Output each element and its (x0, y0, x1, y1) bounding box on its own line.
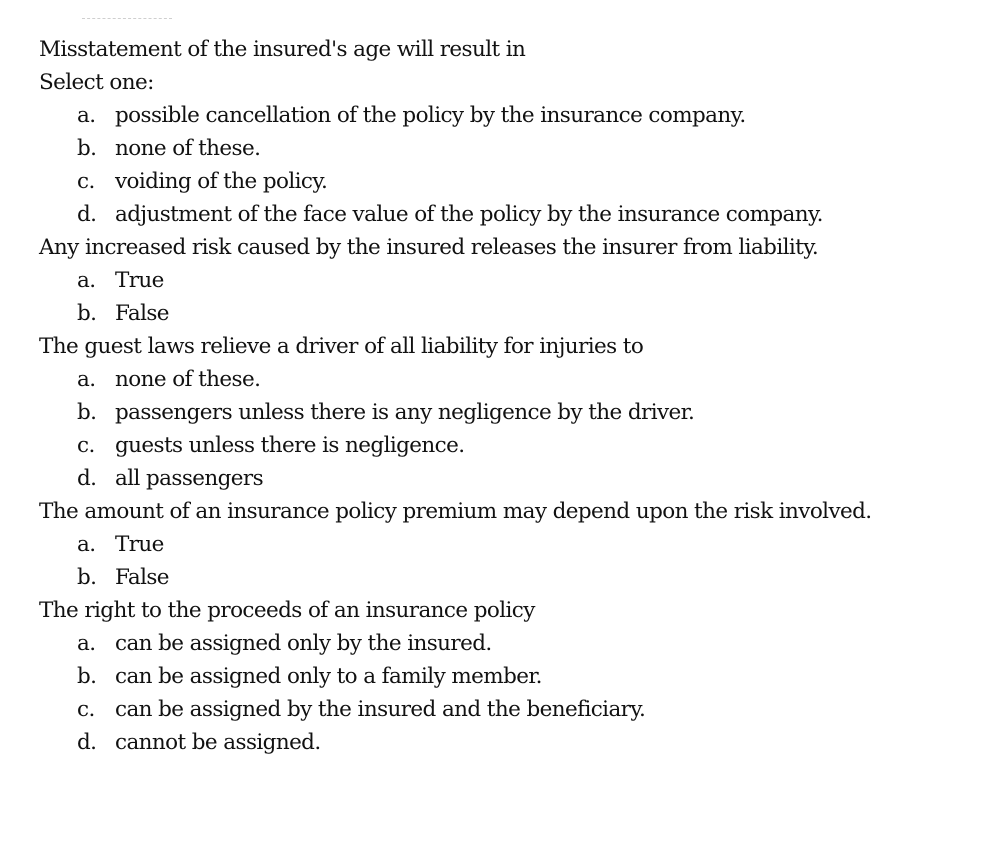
question-1-option-c[interactable] (39, 165, 965, 198)
question-5-option-d[interactable] (39, 726, 965, 759)
top-cropped-text-fragment (82, 18, 172, 22)
question-3-option-a[interactable] (39, 363, 965, 396)
option-letter: b. (77, 664, 97, 689)
option-letter: a. (77, 532, 96, 557)
option-letter: a. (77, 367, 96, 392)
question-1-prompt: Misstatement of the insured's age will result in (39, 37, 526, 62)
question-1-instruction: Select one: (39, 70, 154, 95)
question-5-prompt: The right to the proceeds of an insurance policy (39, 598, 535, 623)
question-2-prompt: Any increased risk caused by the insured releases the insurer from liability. (39, 235, 819, 260)
question-5-option-b[interactable] (39, 660, 965, 693)
question-4-option-a[interactable] (39, 528, 965, 561)
option-letter: a. (77, 631, 96, 656)
question-1-option-b[interactable] (39, 132, 965, 165)
option-text: False (115, 565, 169, 590)
option-text: all passengers (115, 466, 264, 491)
option-letter: d. (77, 202, 97, 227)
option-text: voiding of the policy. (115, 169, 328, 194)
option-text: True (115, 532, 164, 557)
option-text: False (115, 301, 169, 326)
question-4-prompt: The amount of an insurance policy premium may depend upon the risk involved. (39, 499, 872, 524)
question-1-option-a[interactable] (39, 99, 965, 132)
option-text: True (115, 268, 164, 293)
question-3-prompt: The guest laws relieve a driver of all liability for injuries to (39, 334, 644, 359)
option-letter: a. (77, 103, 96, 128)
quiz-document (39, 33, 965, 759)
option-letter: b. (77, 565, 97, 590)
question-1-option-d[interactable] (39, 198, 965, 231)
option-letter: b. (77, 301, 97, 326)
question-3-option-c[interactable] (39, 429, 965, 462)
option-letter: d. (77, 466, 97, 491)
option-letter: b. (77, 136, 97, 161)
option-text: none of these. (115, 136, 261, 161)
question-3-option-b[interactable] (39, 396, 965, 429)
option-letter: c. (77, 697, 95, 722)
question-5-option-c[interactable] (39, 693, 965, 726)
option-text: passengers unless there is any negligence by the driver. (115, 400, 695, 425)
option-text: can be assigned by the insured and the beneficiary. (115, 697, 646, 722)
question-4-option-b[interactable] (39, 561, 965, 594)
question-5-option-a[interactable] (39, 627, 965, 660)
option-letter: c. (77, 169, 95, 194)
option-text: can be assigned only to a family member. (115, 664, 542, 689)
option-text: cannot be assigned. (115, 730, 321, 755)
option-letter: c. (77, 433, 95, 458)
question-3-option-d[interactable] (39, 462, 965, 495)
option-text: none of these. (115, 367, 261, 392)
option-letter: b. (77, 400, 97, 425)
option-text: can be assigned only by the insured. (115, 631, 492, 656)
question-2-option-b[interactable] (39, 297, 965, 330)
option-text: adjustment of the face value of the policy by the insurance company. (115, 202, 823, 227)
option-letter: d. (77, 730, 97, 755)
option-letter: a. (77, 268, 96, 293)
option-text: guests unless there is negligence. (115, 433, 465, 458)
question-2-option-a[interactable] (39, 264, 965, 297)
option-text: possible cancellation of the policy by the insurance company. (115, 103, 746, 128)
